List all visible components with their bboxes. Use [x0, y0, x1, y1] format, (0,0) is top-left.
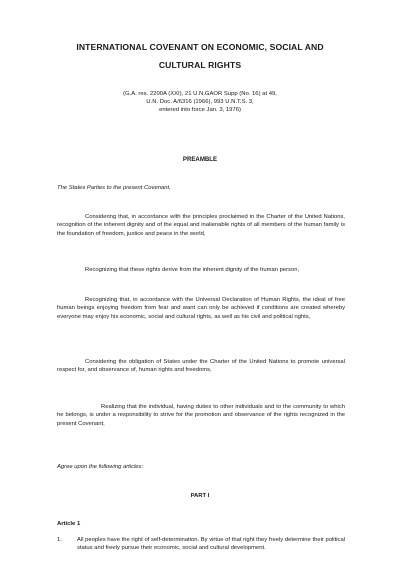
- title-line-1: INTERNATIONAL COVENANT ON ECONOMIC, SOCIAL AND: [76, 42, 324, 52]
- article-item-number: 1.: [57, 537, 62, 543]
- citation-line-1: (G.A. res. 2200A (XXI), 21 U.N.GAOR Supp (No. 16) at 49,: [123, 91, 277, 97]
- preamble-paragraph-1: Considering that, in accordance with the principles proclaimed in the Charter of the United Nations, recognition of the inherent dignity and of the equal and inalienable rights of all members of the human family is the foundation of freedom, justice and peace in the world,: [57, 214, 345, 237]
- article-item-text: All peoples have the right of self-determination. By virtue of that right they freely determine their political status and freely pursue their economic, social and cultural development.: [77, 537, 345, 552]
- opening-line: The States Parties to the present Covenant,: [57, 185, 171, 191]
- preamble-paragraph-5: Realizing that the individual, having duties to other individuals and to the community to which he belongs, is under a responsibility to strive for the promotion and observance of the rights recognized in the present Covenant,: [57, 404, 345, 427]
- closing-line: Agree upon the following articles:: [57, 464, 144, 470]
- citation-line-2: U.N. Doc. A/6316 (1966), 993 U.N.T.S. 3,: [146, 99, 254, 106]
- document-title: [40, 39, 360, 74]
- part-heading: PART I: [190, 493, 210, 499]
- citation-line-3: entered into force Jan. 3, 1976): [159, 107, 241, 114]
- title-line-2: CULTURAL RIGHTS: [158, 59, 242, 70]
- preamble-paragraph-4: Considering the obligation of States under the Charter of the United Nations to promote universal respect for, and observance of, human rights and freedoms,: [57, 359, 345, 374]
- article-heading: Article 1: [57, 521, 81, 527]
- preamble-heading: PREAMBLE: [182, 156, 218, 163]
- preamble-paragraph-3: Recognizing that, in accordance with the Universal Declaration of Human Rights, the ideal of free human beings enjoying freedom from fear and want can only be achieved if conditions are created whereby everyone may enjoy his economic, social and cultural rights, as well as his civil and political rights,: [57, 297, 345, 320]
- preamble-paragraph-2: Recognizing that these rights derive from the inherent dignity of the human person,: [85, 267, 300, 273]
- citation: [60, 90, 340, 115]
- article-item: [57, 536, 345, 553]
